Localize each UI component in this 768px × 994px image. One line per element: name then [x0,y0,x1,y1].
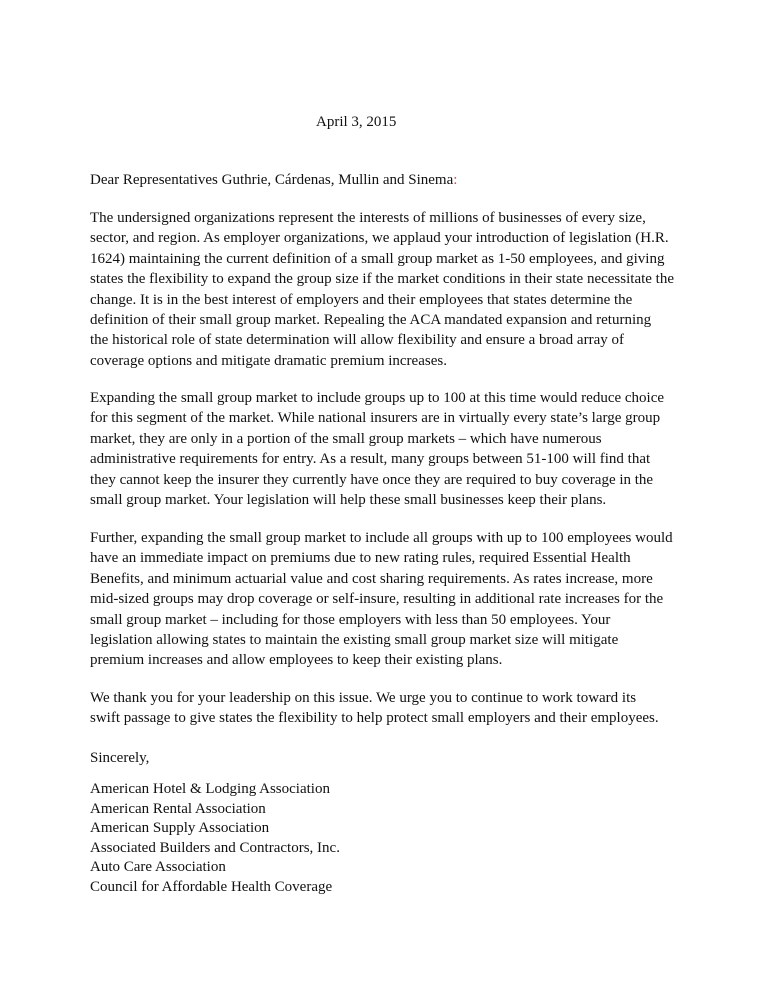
signatory-list [90,780,700,898]
paragraph-line: small group market – including for those employers with less than 50 employees. Your [90,611,611,628]
paragraph-line: Further, expanding the small group market to include all groups with up to 100 employees would [90,530,673,546]
signatory: Auto Care Association [90,859,226,876]
paragraph-2 [90,388,700,510]
signatory: Associated Builders and Contractors, Inc. [90,839,340,856]
paragraph-line: Benefits, and minimum actuarial value and cost sharing requirements. As rates increase, more [90,570,653,587]
salutation-text: Dear Representatives Guthrie, Cárdenas, Mullin and Sinema [90,172,454,188]
paragraph-line: swift passage to give states the flexibility to help protect small employers and their employees. [90,710,659,727]
paragraph-line: Expanding the small group market to include groups up to 100 at this time would reduce choice [90,390,665,406]
paragraph-line: definition of their small group market. Repealing the ACA mandated expansion and returning [90,312,652,329]
paragraph-3 [90,528,700,671]
paragraph-line: The undersigned organizations represent the interests of millions of businesses of every size, [90,210,646,226]
paragraph-line: for this segment of the market. While national insurers are in virtually every state’s large group [90,410,661,427]
paragraph-line: the historical role of state determination will allow flexibility and ensure a broad array of [90,332,624,349]
paragraph-line: states the flexibility to expand the group size if the market conditions in their state necessitate the [90,271,674,288]
signatory: American Rental Association [90,800,266,817]
signatory: Council for Affordable Health Coverage [90,878,333,895]
paragraph-line: legislation allowing states to maintain the existing small group market size will mitigate [90,632,619,649]
salutation [90,170,700,190]
signatory: American Hotel & Lodging Association [90,781,330,797]
paragraph-line: coverage options and mitigate dramatic premium increases. [90,352,447,369]
paragraph-line: administrative requirements for entry. As a result, many groups between 51-100 will find that [90,451,651,468]
paragraph-4 [90,688,700,729]
paragraph-line: premium increases and allow employees to keep their existing plans. [90,652,503,669]
salutation-colon: : [453,172,458,188]
signatory: American Supply Association [90,820,270,837]
paragraph-line: small group market. Your legislation will help these small businesses keep their plans. [90,492,607,509]
paragraph-line: sector, and region. As employer organizations, we applaud your introduction of legislation (H.R. [90,230,669,247]
paragraph-line: 1624) maintaining the current definition of a small group market as 1-50 employees, and giving [90,250,665,267]
paragraph-line: mid-sized groups may drop coverage or self-insure, resulting in additional rate increases for the [90,591,664,608]
letter-date: April 3, 2015 [316,114,397,130]
paragraph-line: they cannot keep the insurer they currently have once they are required to buy coverage in the [90,471,654,488]
paragraph-line: market, they are only in a portion of the small group markets – which have numerous [90,430,602,447]
paragraph-line: We thank you for your leadership on this issue. We urge you to continue to work toward its [90,690,637,706]
paragraph-line: change. It is in the best interest of employers and their employees that states determine the [90,291,633,308]
closing: Sincerely, [90,750,150,766]
paragraph-line: have an immediate impact on premiums due to new rating rules, required Essential Health [90,550,631,567]
paragraph-1 [90,208,700,371]
